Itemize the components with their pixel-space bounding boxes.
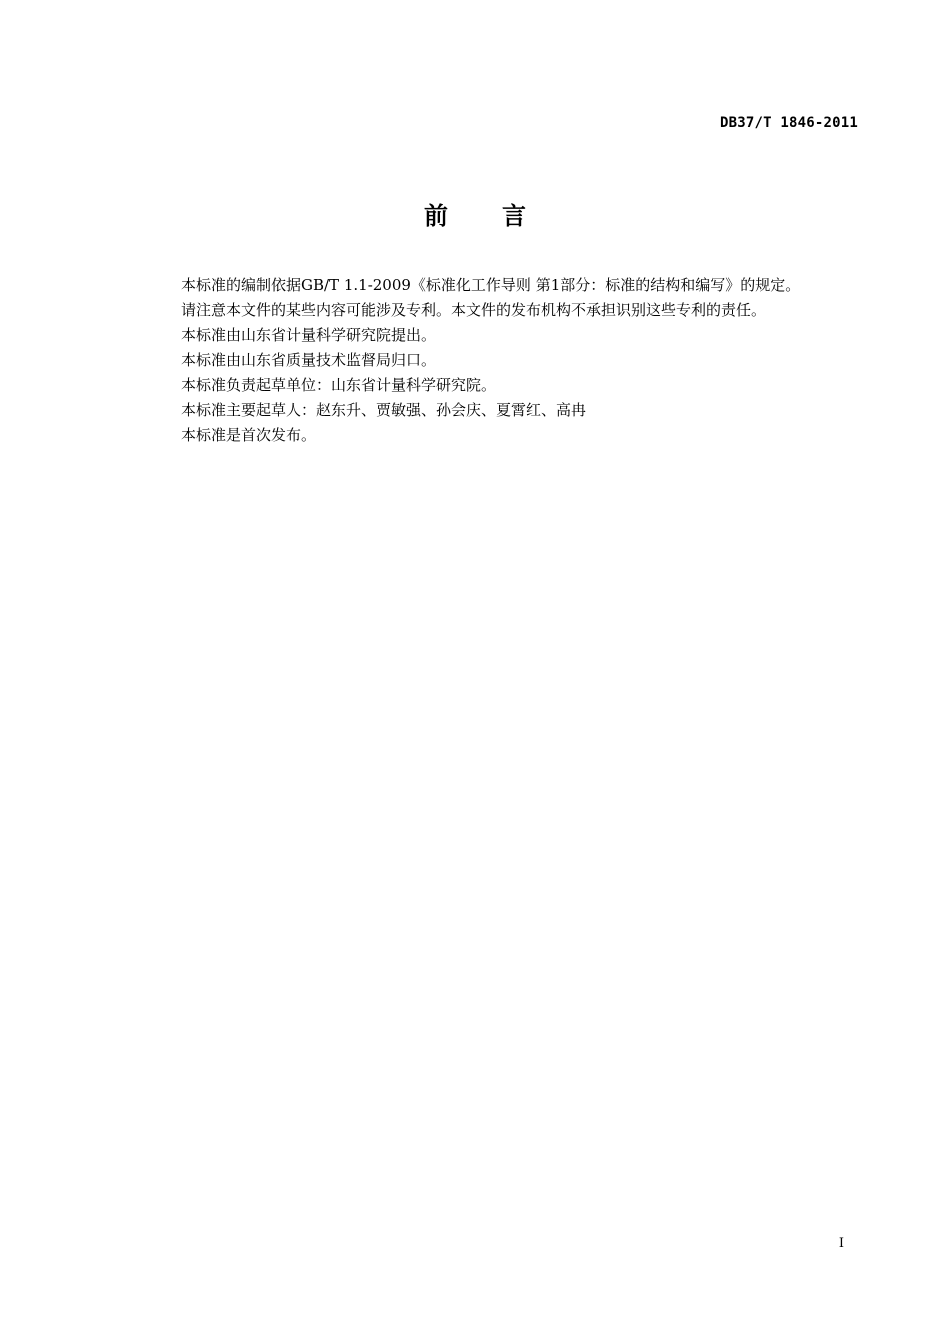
foreword-paragraph: 本标准的编制依据GB/T 1.1-2009《标准化工作导则 第1部分：标准的结构和编写》的规定。 bbox=[181, 276, 801, 294]
standard-number: DB37/T 1846-2011 bbox=[719, 115, 858, 131]
foreword-paragraph: 本标准负责起草单位：山东省计量科学研究院。 bbox=[181, 376, 497, 394]
page-title: 前言 bbox=[424, 202, 580, 230]
foreword-paragraph: 请注意本文件的某些内容可能涉及专利。本文件的发布机构不承担识别这些专利的责任。 bbox=[181, 301, 767, 319]
foreword-paragraph: 本标准主要起草人：赵东升、贾敏强、孙会庆、夏霄红、高冉 bbox=[181, 401, 587, 419]
foreword-paragraph: 本标准由山东省计量科学研究院提出。 bbox=[181, 326, 437, 344]
foreword-paragraph: 本标准是首次发布。 bbox=[181, 426, 317, 444]
foreword-paragraph: 本标准由山东省质量技术监督局归口。 bbox=[181, 351, 437, 369]
foreword-body bbox=[181, 273, 871, 448]
page-number: I bbox=[838, 1236, 844, 1251]
